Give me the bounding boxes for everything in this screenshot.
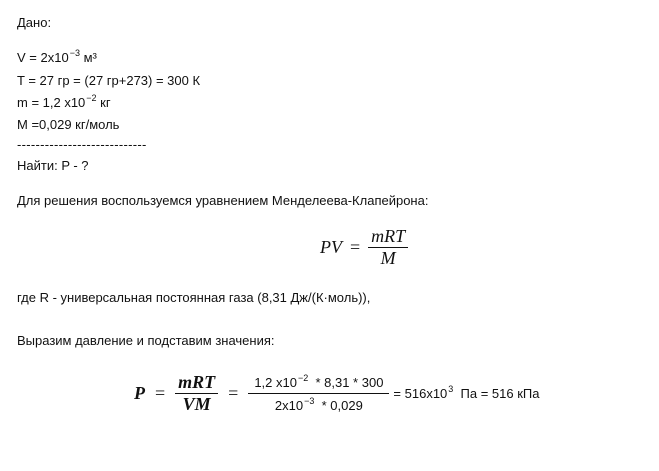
result-exponent: 3 bbox=[448, 384, 454, 395]
equation2-lhs: P bbox=[134, 383, 145, 404]
volume-base: V = 2x10 bbox=[17, 50, 69, 65]
given-heading: Дано: bbox=[17, 15, 52, 30]
numerator-base: 1,2 x10 bbox=[254, 374, 297, 390]
intro-text: Для решения воспользуемся уравнением Менделеева-Клапейрона: bbox=[17, 193, 429, 208]
equation2-numeric-fraction bbox=[248, 372, 389, 413]
find-line: Найти: P - ? bbox=[17, 158, 89, 173]
mass-exponent: −2 bbox=[86, 93, 97, 103]
equation1-denominator: M bbox=[380, 248, 396, 269]
result-rest: Па = 516 кПа bbox=[453, 386, 540, 402]
equation2-equals-2: = bbox=[228, 383, 239, 404]
separator: ---------------------------- bbox=[17, 137, 147, 152]
given-volume bbox=[17, 50, 97, 67]
result-base: = 516x10 bbox=[393, 386, 448, 402]
equation2-numeric-numerator bbox=[248, 372, 389, 393]
gas-constant-note: где R - универсальная постоянная газа (8,31 Дж/(К·моль)), bbox=[17, 290, 371, 305]
equation2-result bbox=[393, 386, 539, 401]
mass-base: m = 1,2 x10 bbox=[17, 95, 86, 110]
equation2-symbolic-denominator: VM bbox=[182, 394, 211, 415]
equation1-numerator: mRT bbox=[371, 226, 406, 246]
pressure-calculation bbox=[134, 372, 539, 415]
equation2-equals: = bbox=[155, 383, 166, 404]
express-text: Выразим давление и подставим значения: bbox=[17, 333, 275, 348]
mass-unit: кг bbox=[96, 95, 111, 110]
equation1-lhs: PV bbox=[320, 237, 342, 258]
given-molar-mass: M =0,029 кг/моль bbox=[17, 117, 120, 132]
denominator-exponent: −3 bbox=[304, 395, 315, 406]
denominator-base: 2x10 bbox=[274, 397, 304, 413]
given-mass bbox=[17, 95, 111, 112]
numerator-exponent: −2 bbox=[297, 372, 309, 383]
volume-exponent: −3 bbox=[69, 48, 80, 58]
numerator-rest: * 8,31 * 300 bbox=[308, 374, 384, 390]
equation2-symbolic-numerator: mRT bbox=[178, 372, 216, 392]
denominator-rest: * 0,029 bbox=[314, 397, 363, 413]
equation2-symbolic-fraction bbox=[175, 372, 218, 415]
equation2-numeric-denominator bbox=[269, 394, 369, 413]
equation1-fraction bbox=[368, 226, 408, 269]
mendeleev-clapeyron-equation bbox=[320, 226, 408, 269]
given-temperature: T = 27 гр = (27 гр+273) = 300 К bbox=[17, 73, 201, 88]
volume-unit: м³ bbox=[79, 50, 97, 65]
equation1-equals: = bbox=[350, 237, 361, 258]
